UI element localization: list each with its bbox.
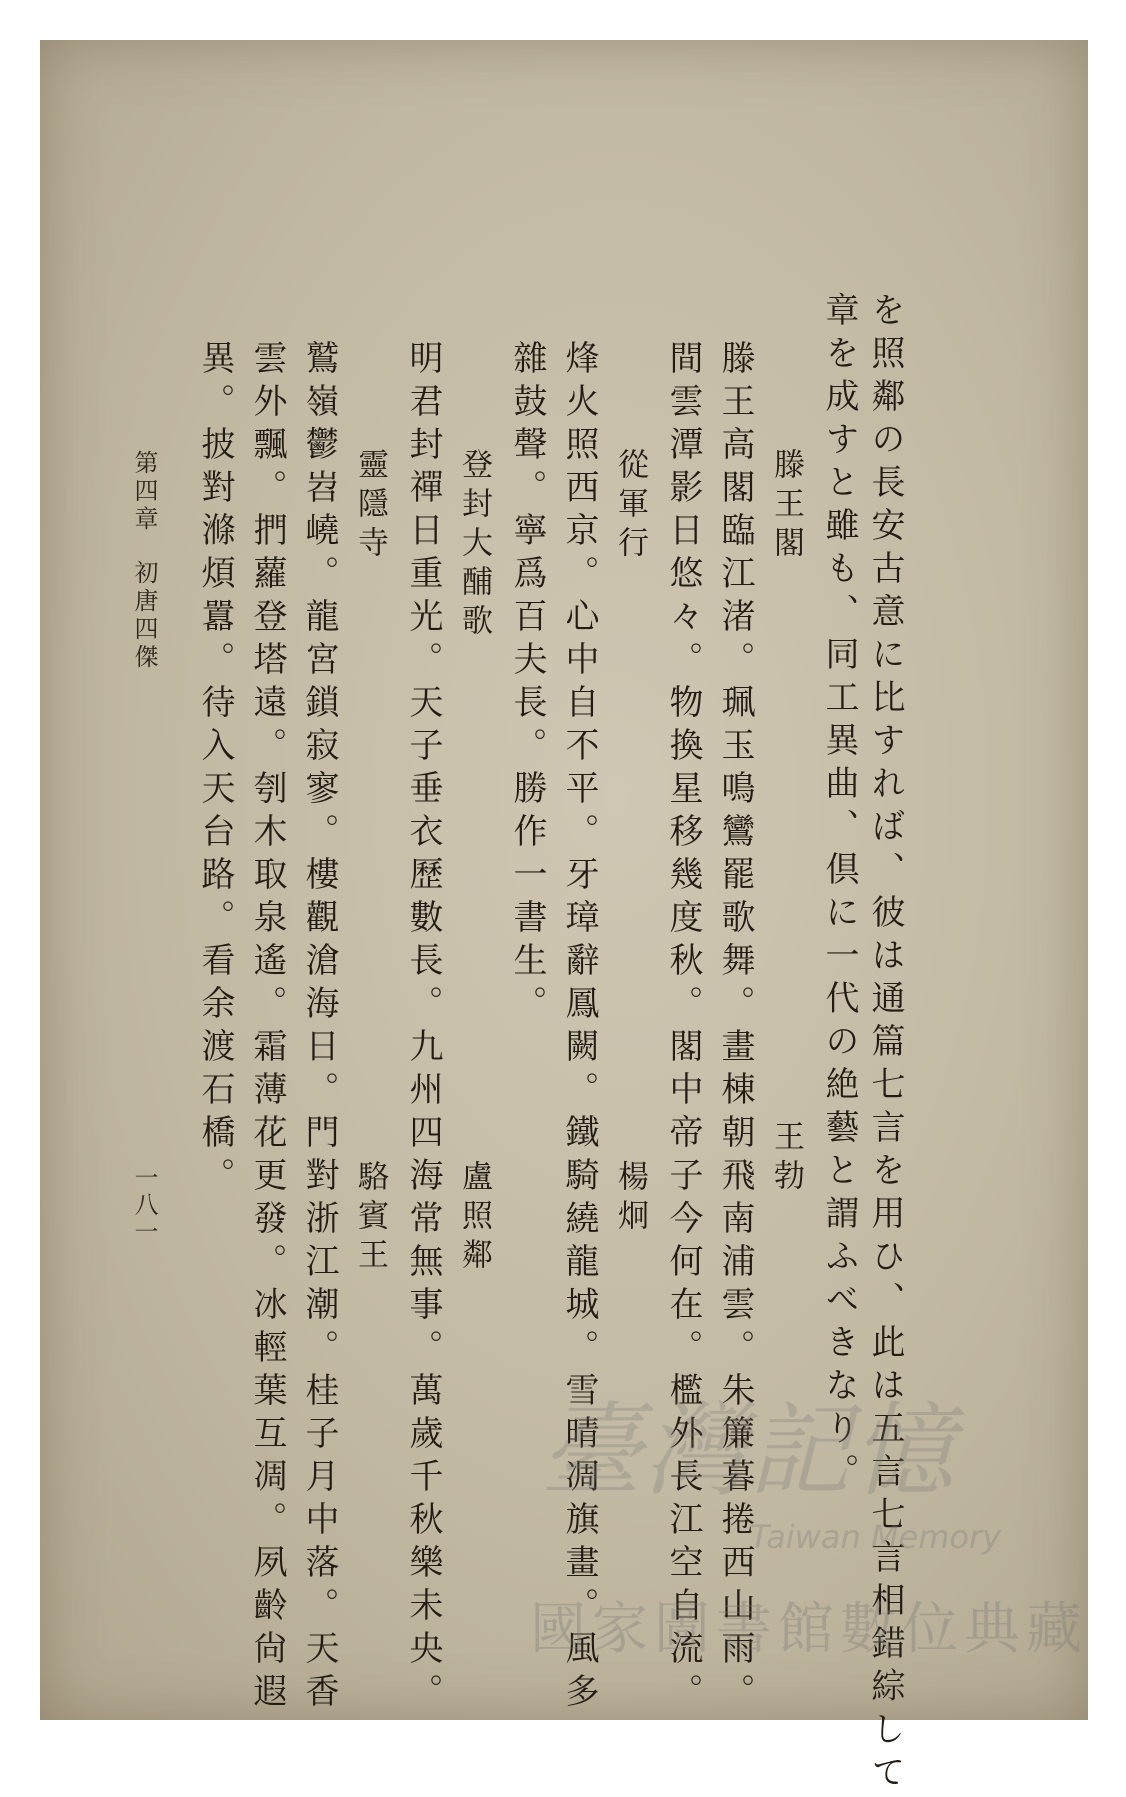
text-column: 間雲潭影日悠々。物換星移幾度秋。閣中帝子今何在。檻外長江空自流。 [663, 340, 703, 1716]
poem-author: 王勃 [768, 1120, 804, 1198]
poem-author: 楊炯 [612, 1160, 648, 1238]
page-number: 一八一 [130, 1165, 158, 1246]
text-column: 明君封禪日重光。天子垂衣歷數長。九州四海常無事。萬歲千秋樂未央。 [403, 340, 443, 1716]
text-column: 滕王高閣臨江渚。珮玉鳴鸞罷歌舞。畫棟朝飛南浦雲。朱簾暮捲西山雨。 [715, 340, 755, 1716]
text-column: 烽火照西京。心中自不平。牙璋辭鳳闕。鐵騎繞龍城。雪晴凋旗畫。風多 [559, 340, 599, 1716]
text-column: 雲外飄。捫蘿登塔遠。刳木取泉遙。霜薄花更發。冰輕葉互凋。夙齡尙遐 [247, 340, 287, 1716]
poem-title: 從軍行 [612, 448, 648, 565]
text-column: 鷲嶺鬱岧嶢。龍宮鎖寂寥。樓觀滄海日。門對浙江潮。桂子月中落。天香 [299, 340, 339, 1716]
poem-title: 登封大酺歌 [456, 448, 492, 643]
section-label: 初唐四傑 [130, 560, 158, 672]
watermark-script: 臺灣記憶 [540, 1392, 956, 1511]
text-column: 章を成すと雖も、同工異曲、倶に一代の絶藝と謂ふべきなり。 [819, 292, 859, 1496]
watermark-org: 國家圖書館數位典藏 [530, 1597, 1088, 1662]
poem-author: 駱賓王 [352, 1160, 388, 1277]
poem-title: 靈隱寺 [352, 448, 388, 565]
watermark-english: Taiwan Memory [750, 1518, 1002, 1556]
book-page [40, 40, 1088, 1797]
chapter-label: 第四章 [130, 450, 158, 534]
poem-author: 盧照鄰 [456, 1160, 492, 1277]
text-column: 異。披對滌煩囂。待入天台路。看余渡石橋。 [195, 340, 235, 1200]
poem-title: 滕王閣 [768, 448, 804, 565]
text-column: 雜鼓聲。寧爲百夫長。勝作一書生。 [507, 340, 547, 1028]
text-column: を照鄰の長安古意に比すれば、彼は通篇七言を用ひ、此は五言七言相錯綜して [865, 292, 905, 1797]
